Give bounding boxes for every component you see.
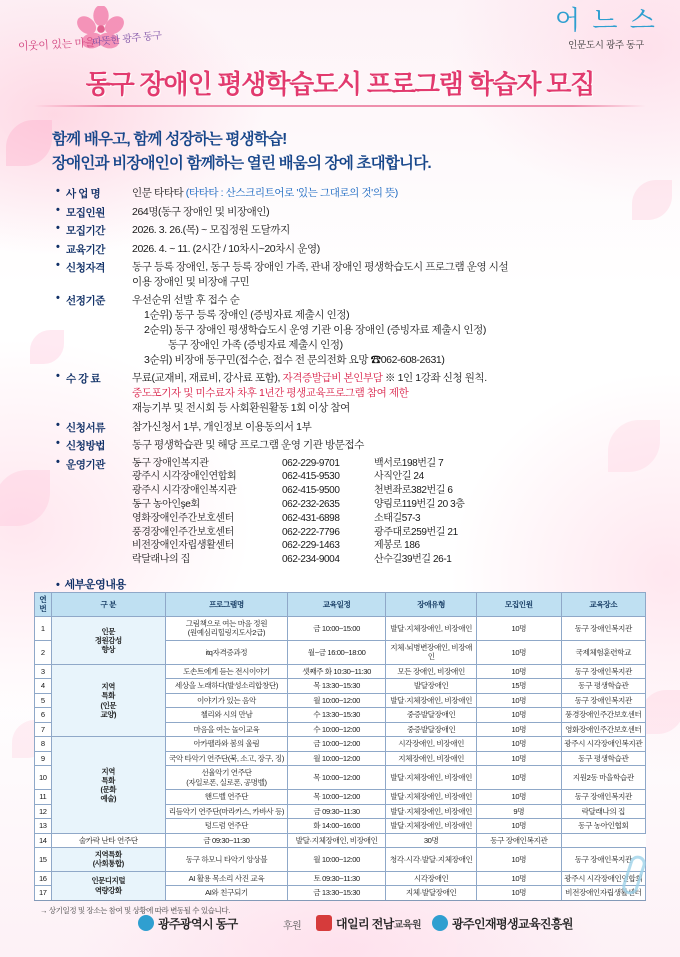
cell-no: 16 bbox=[35, 871, 52, 885]
cell-capacity: 10명 bbox=[477, 886, 562, 900]
footer-sponsor-2 bbox=[432, 915, 573, 932]
cell-capacity: 10명 bbox=[477, 616, 562, 640]
cell-schedule: 금 13:30~15:30 bbox=[287, 886, 385, 900]
org-phone: 062-234-9004 bbox=[282, 554, 340, 566]
cell-location: 영화장애인주간보호센터 bbox=[561, 722, 645, 736]
cell-category: 지역 특화 (인문 교양) bbox=[51, 664, 165, 736]
info-row-operating-orgs bbox=[56, 457, 656, 567]
org-address: 산수길39번길 26-1 bbox=[374, 554, 452, 566]
org-row bbox=[132, 484, 656, 498]
info-label: • 수 강 료 bbox=[56, 371, 132, 386]
cell-location: 광주시 시각장애인복지관 bbox=[561, 737, 645, 751]
info-value-text: 인문 타타타 bbox=[132, 187, 186, 199]
cell-schedule: 화 14:00~16:00 bbox=[287, 819, 385, 833]
table-note: → 상기일정 및 장소는 참여 및 상황에 따라 변동될 수 있습니다. bbox=[40, 906, 230, 915]
cell-location: 동구 장애인복지관 bbox=[477, 833, 562, 847]
lead-line-1: 함께 배우고, 함께 성장하는 평생학습! bbox=[52, 131, 287, 148]
cell-location: 광주시 시각장애인연합회 bbox=[561, 871, 645, 885]
cell-location: 동구 평생학습관 bbox=[561, 679, 645, 693]
info-subline: 재능기부 및 전시회 등 사회환원활동 1회 이상 참여 bbox=[132, 402, 350, 415]
org-row bbox=[132, 498, 656, 512]
footer-host-label: 광주광역시 동구 bbox=[158, 917, 238, 931]
org-address: 소태길57-3 bbox=[374, 512, 421, 524]
cell-location: 동구 장애인복지관 bbox=[561, 790, 645, 804]
info-value: 동구 평생학습관 및 해당 프로그램 운영 기관 방문접수 bbox=[132, 439, 364, 452]
org-phone: 062-232-2635 bbox=[282, 498, 340, 510]
cell-disability-type: 발달장애인 bbox=[386, 679, 477, 693]
lead-paragraph bbox=[52, 128, 642, 176]
info-row-documents bbox=[56, 420, 656, 435]
cell-capacity: 15명 bbox=[477, 679, 562, 693]
info-label: • 운영기관 bbox=[56, 457, 132, 472]
petal-decoration bbox=[640, 690, 680, 734]
cell-category: 인문디지털 역량강화 bbox=[51, 871, 165, 900]
info-value bbox=[132, 371, 656, 416]
cell-location: 동구 장애인복지관 bbox=[561, 693, 645, 707]
cell-capacity: 10명 bbox=[477, 693, 562, 707]
slogan-text-2: 따뜻한 광주 동구 bbox=[91, 30, 163, 49]
daily-jeonnam-icon bbox=[316, 915, 332, 931]
info-value-highlight: 자격증발급비 본인부담 bbox=[282, 372, 383, 385]
cell-disability-type: 발달·지체장애인, 비장애인 bbox=[386, 766, 477, 790]
cell-no: 2 bbox=[35, 640, 52, 664]
cell-program-name: 국악 타악기 연주단(북, 소고, 장구, 징) bbox=[166, 751, 288, 765]
cell-schedule: 월 10:00~12:00 bbox=[287, 848, 385, 872]
info-value: 264명(동구 장애인 및 비장애인) bbox=[132, 205, 270, 218]
table-row bbox=[35, 833, 646, 847]
footer-divider bbox=[34, 900, 646, 901]
cell-no: 6 bbox=[35, 708, 52, 722]
page-title: 동구 장애인 평생학습도시 프로그램 학습자 모집 bbox=[85, 69, 595, 99]
table-row bbox=[35, 871, 646, 885]
cell-program-name: 이야기가 있는 음악 bbox=[166, 693, 288, 707]
cell-disability-type: 발달·지체장애인, 비장애인 bbox=[287, 833, 385, 847]
org-name: 락달래나의 집 bbox=[132, 554, 190, 566]
org-row bbox=[132, 539, 656, 553]
cell-schedule: 목 10:00~12:00 bbox=[287, 790, 385, 804]
cell-program-name: 선율악기 연주단 (자일로폰, 실로폰, 공명벨) bbox=[166, 766, 288, 790]
support-text: 후원 bbox=[283, 921, 302, 932]
cell-schedule: 금 10:00~12:00 bbox=[287, 737, 385, 751]
footer bbox=[0, 907, 680, 947]
cell-capacity: 10명 bbox=[477, 790, 562, 804]
info-value: 참가신청서 1부, 개인정보 이용동의서 1부 bbox=[132, 420, 312, 433]
cell-no: 14 bbox=[35, 833, 52, 847]
cell-category: 인문 정원감성 향상 bbox=[51, 616, 165, 664]
org-table bbox=[132, 457, 656, 567]
poster-title bbox=[0, 64, 680, 101]
org-address: 양림로119번길 20 3층 bbox=[374, 498, 465, 510]
info-label: • 모집인원 bbox=[56, 205, 132, 220]
info-value: 2026. 4. ~ 11. (2시간 / 10차시~20차시 운영) bbox=[132, 242, 320, 255]
cell-location: 동구 농아인협회 bbox=[561, 819, 645, 833]
footer-host bbox=[138, 915, 238, 932]
info-row-selection-criteria bbox=[56, 293, 656, 368]
cell-no: 4 bbox=[35, 679, 52, 693]
logo-name: 인문도시 광주 동구 bbox=[568, 40, 644, 51]
org-name: 동구 농아인şe회 bbox=[132, 498, 200, 510]
cell-no: 5 bbox=[35, 693, 52, 707]
org-name: 동구 장애인복지관 bbox=[132, 457, 209, 469]
cell-no: 8 bbox=[35, 737, 52, 751]
cell-no: 12 bbox=[35, 804, 52, 818]
th-program-name: 프로그램명 bbox=[166, 593, 288, 617]
program-table-title: • 세부운영내용 bbox=[56, 576, 126, 592]
lead-line-2: 장애인과 비장애인이 함께하는 열린 배움의 장에 초대합니다. bbox=[52, 155, 431, 173]
info-value bbox=[132, 260, 656, 290]
cell-disability-type: 지체장애인, 비장애인 bbox=[386, 751, 477, 765]
cell-disability-type: 중증발달장애인 bbox=[386, 708, 477, 722]
org-row bbox=[132, 512, 656, 526]
slogan-text-1: 이웃이 있는 마을 bbox=[17, 35, 96, 54]
info-value-text: 동구 등록 장애인, 동구 등록 장애인 가족, 관내 장애인 평생학습도시 프로그램 운영 시설 bbox=[132, 261, 509, 273]
info-subline: 이용 장애인 및 비장애 구민 bbox=[132, 275, 250, 288]
org-name: 광주시 시각장애인복지관 bbox=[132, 485, 237, 497]
gwangju-dong-gu-icon bbox=[138, 915, 154, 931]
cell-capacity: 30명 bbox=[386, 833, 477, 847]
cell-program-name: 첼리와 시의 만남 bbox=[166, 708, 288, 722]
table-row bbox=[35, 848, 646, 872]
org-address: 사직안길 24 bbox=[374, 471, 424, 483]
cell-program-name: 마음을 여는 놀이교육 bbox=[166, 722, 288, 736]
cell-schedule: 목 10:00~12:00 bbox=[287, 766, 385, 790]
cell-capacity: 10명 bbox=[477, 708, 562, 722]
info-row-capacity bbox=[56, 205, 656, 220]
info-value bbox=[132, 186, 656, 201]
cell-schedule: 수 13:30~15:30 bbox=[287, 708, 385, 722]
cell-capacity: 10명 bbox=[477, 640, 562, 664]
info-label: • 신청자격 bbox=[56, 260, 132, 275]
cell-location: 비전장애인자립생활센터 bbox=[561, 886, 645, 900]
org-phone: 062-229-1463 bbox=[282, 540, 340, 552]
org-name: 영화장애인주간보호센터 bbox=[132, 512, 234, 524]
org-phone: 062-415-9530 bbox=[282, 471, 340, 483]
cell-location: 동구 장애인복지관 bbox=[561, 664, 645, 678]
org-phone: 062-222-7796 bbox=[282, 526, 340, 538]
cell-schedule: 월 10:00~12:00 bbox=[287, 693, 385, 707]
cell-disability-type: 지체·뇌병변장애인, 비장애인 bbox=[386, 640, 477, 664]
table-row bbox=[35, 616, 646, 640]
th-no: 연번 bbox=[35, 593, 52, 617]
cell-no: 3 bbox=[35, 664, 52, 678]
info-value-text: 무료(교재비, 재료비, 강사료 포함), bbox=[132, 372, 283, 385]
cell-program-name: 동구 하모니 타악기 앙상블 bbox=[166, 848, 288, 872]
sponsor1-label: 대일리 전남 bbox=[336, 917, 394, 931]
cell-schedule: 토 09:30~11:30 bbox=[287, 871, 385, 885]
cell-program-name: AI 활용 목소리 사진 교육 bbox=[166, 871, 288, 885]
cell-no: 10 bbox=[35, 766, 52, 790]
org-name: 광주시 시각장애인연합회 bbox=[132, 471, 237, 483]
sponsor2-label: 광주인재평생교육진흥원 bbox=[452, 917, 573, 931]
info-row-application-period bbox=[56, 223, 656, 238]
cell-location: 국제체험훈련학교 bbox=[561, 640, 645, 664]
cell-program-name: 텅드럼 연주단 bbox=[166, 819, 288, 833]
cell-location: 동구 장애인복지관 bbox=[561, 616, 645, 640]
org-phone: 062-229-9701 bbox=[282, 457, 340, 469]
table-header-row bbox=[35, 593, 646, 617]
th-location: 교육장소 bbox=[561, 593, 645, 617]
cell-program-name: 리듬악기 연주단(마라카스, 카바사 등) bbox=[166, 804, 288, 818]
cell-program-name: 그림책으로 여는 마음 정원 (원예심리힐링지도사2급) bbox=[166, 616, 288, 640]
cell-capacity: 10명 bbox=[477, 819, 562, 833]
program-table bbox=[34, 592, 646, 901]
info-list bbox=[56, 186, 656, 570]
cell-schedule: 셋째주 화 10:30~11:30 bbox=[287, 664, 385, 678]
footer-support-label bbox=[283, 917, 301, 932]
info-row-how-to-apply bbox=[56, 438, 656, 453]
cell-capacity: 10명 bbox=[477, 737, 562, 751]
city-slogan-logo bbox=[14, 10, 164, 62]
cell-disability-type: 지체·발달장애인 bbox=[386, 886, 477, 900]
table-row bbox=[35, 664, 646, 678]
cell-program-name: 아카펠라와 봄의 울림 bbox=[166, 737, 288, 751]
cell-capacity: 10명 bbox=[477, 751, 562, 765]
info-subline: 3순위) 비장애 동구민(접수순, 접수 전 문의전화 요망 ☎062-608-2631) bbox=[144, 353, 445, 366]
cell-disability-type: 발달·지체장애인, 비장애인 bbox=[386, 790, 477, 804]
cell-no: 11 bbox=[35, 790, 52, 804]
cell-schedule: 목 13:30~15:30 bbox=[287, 679, 385, 693]
cell-schedule: 금 09:30~11:30 bbox=[287, 804, 385, 818]
logo-mark: 어 느 스 bbox=[555, 6, 657, 36]
info-subline: 동구 장애인 가족 (증빙자료 제출시 인정) bbox=[168, 339, 343, 352]
org-phone: 062-431-6898 bbox=[282, 512, 340, 524]
info-label: • 사 업 명 bbox=[56, 186, 132, 201]
cell-no: 1 bbox=[35, 616, 52, 640]
cell-no: 7 bbox=[35, 722, 52, 736]
info-row-eligibility bbox=[56, 260, 656, 290]
cell-schedule: 월~금 16:00~18:00 bbox=[287, 640, 385, 664]
cell-capacity: 10명 bbox=[477, 848, 562, 872]
cell-location: 락달래나의 집 bbox=[561, 804, 645, 818]
cell-disability-type: 중증발달장애인 bbox=[386, 722, 477, 736]
th-schedule: 교육일정 bbox=[287, 593, 385, 617]
cell-location: 동구 평생학습관 bbox=[561, 751, 645, 765]
cell-program-name: 핸드벨 연주단 bbox=[166, 790, 288, 804]
cell-capacity: 10명 bbox=[477, 871, 562, 885]
cell-capacity: 10명 bbox=[477, 722, 562, 736]
cell-schedule: 월 10:00~12:00 bbox=[287, 751, 385, 765]
cell-disability-type: 발달·지체장애인, 비장애인 bbox=[386, 819, 477, 833]
info-value-text: 우선순위 선발 후 접수 순 bbox=[132, 294, 240, 307]
cell-schedule: 금 10:00~15:00 bbox=[287, 616, 385, 640]
info-row-education-period bbox=[56, 242, 656, 257]
footer-sponsor-1 bbox=[316, 915, 421, 932]
info-value bbox=[132, 293, 656, 368]
cell-capacity: 10명 bbox=[477, 766, 562, 790]
petal-decoration bbox=[6, 120, 52, 166]
cell-capacity: 9명 bbox=[477, 804, 562, 818]
cell-disability-type: 발달·지체장애인, 비장애인 bbox=[386, 616, 477, 640]
info-subline: 1순위) 동구 등록 장애인 (증빙자료 제출시 인정) bbox=[144, 309, 350, 322]
cell-disability-type: 시각장애인 bbox=[386, 871, 477, 885]
cell-category: 지역 특화 (문화 예술) bbox=[51, 737, 165, 833]
cell-program-name: itq자격증과정 bbox=[166, 640, 288, 664]
org-address: 광주대로259번길 21 bbox=[374, 526, 458, 538]
humanities-city-logo bbox=[550, 8, 662, 51]
info-label: • 모집기간 bbox=[56, 223, 132, 238]
cell-disability-type: 모든 장애인, 비장애인 bbox=[386, 664, 477, 678]
org-name: 풍경장애인주간보호센터 bbox=[132, 526, 234, 538]
info-label: • 신청서류 bbox=[56, 420, 132, 435]
th-capacity: 모집인원 bbox=[477, 593, 562, 617]
info-value-tail: ※ 1인 1강좌 신청 원칙. bbox=[382, 372, 487, 385]
org-row bbox=[132, 553, 656, 567]
cell-no: 15 bbox=[35, 848, 52, 872]
org-row bbox=[132, 526, 656, 540]
cell-no: 9 bbox=[35, 751, 52, 765]
info-subline: 2순위) 동구 장애인 평생학습도시 운영 기관 이용 장애인 (증빙자료 제출시 인정) bbox=[144, 324, 486, 337]
petal-decoration bbox=[0, 470, 50, 526]
table-body bbox=[35, 616, 646, 900]
info-label: • 교육기간 bbox=[56, 242, 132, 257]
info-label: • 신청방법 bbox=[56, 438, 132, 453]
info-subline-warning: 중도포기자 및 미수료자 차후 1년간 평생교육프로그램 참여 제한 bbox=[132, 387, 409, 400]
cell-location: 풍경장애인주간보호센터 bbox=[561, 708, 645, 722]
cell-category: 지역특화 (사회통합) bbox=[51, 848, 165, 872]
cell-schedule: 금 09:30~11:30 bbox=[166, 833, 288, 847]
cell-program-name: 세상을 노래하다(발성소리합창단) bbox=[166, 679, 288, 693]
table-row bbox=[35, 737, 646, 751]
org-row bbox=[132, 457, 656, 471]
info-row-business-name bbox=[56, 186, 656, 201]
org-address: 백서로198번길 7 bbox=[374, 457, 444, 469]
cell-schedule: 수 10:00~12:00 bbox=[287, 722, 385, 736]
cell-capacity: 10명 bbox=[477, 664, 562, 678]
cell-disability-type: 발달·지체장애인, 비장애인 bbox=[386, 693, 477, 707]
org-name: 비전장애인자립생활센터 bbox=[132, 540, 234, 552]
cell-no: 17 bbox=[35, 886, 52, 900]
cell-no: 13 bbox=[35, 819, 52, 833]
title-divider bbox=[34, 105, 646, 107]
th-category: 구 분 bbox=[51, 593, 165, 617]
org-address: 천변좌로382번길 6 bbox=[374, 485, 453, 497]
cell-disability-type: 발달·지체장애인, 비장애인 bbox=[386, 804, 477, 818]
gipi-icon bbox=[432, 915, 448, 931]
sponsor1-tail: 교육원 bbox=[393, 920, 421, 931]
info-label: • 선정기준 bbox=[56, 293, 132, 308]
th-disability-type: 장애유형 bbox=[386, 593, 477, 617]
cell-location: 동구 장애인복지관 bbox=[561, 848, 645, 872]
cell-program-name: 술카락 난타 연주단 bbox=[51, 833, 165, 847]
cell-disability-type: 시각장애인, 비장애인 bbox=[386, 737, 477, 751]
cell-program-name: 도손트에게 듣는 전시이야기 bbox=[166, 664, 288, 678]
org-phone: 062-415-9500 bbox=[282, 485, 340, 497]
org-address: 제봉로 186 bbox=[374, 540, 420, 552]
info-row-fee bbox=[56, 371, 656, 416]
info-value: 2026. 3. 26.(목) ~ 모집정원 도달까지 bbox=[132, 224, 290, 236]
cell-program-name: AI와 친구되기 bbox=[166, 886, 288, 900]
org-row bbox=[132, 470, 656, 484]
info-value-note: (타타타 : 산스크리트어로 '있는 그대로의 것'의 뜻) bbox=[185, 187, 398, 199]
cell-disability-type: 청각·시각·발달·지체장애인 bbox=[386, 848, 477, 872]
cell-location: 지원2동 마을학습관 bbox=[561, 766, 645, 790]
